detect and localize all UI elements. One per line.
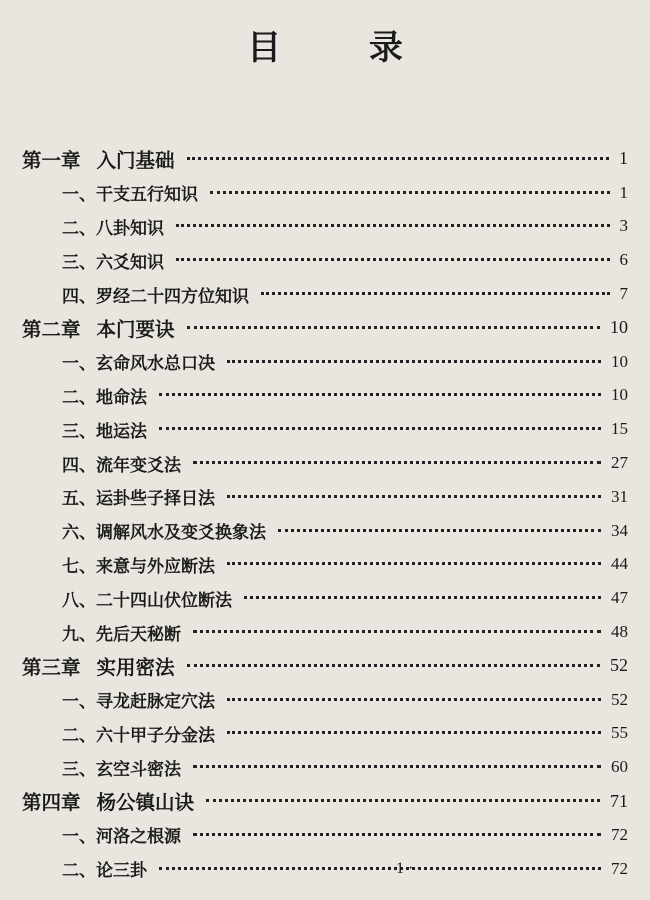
- chapter-name: 杨公镇山诀: [96, 791, 195, 815]
- chapter-title: [22, 652, 175, 680]
- page-number: 10: [611, 385, 628, 405]
- toc-section-row: [0, 412, 650, 446]
- page-number: 52: [610, 655, 628, 676]
- toc-section-row: [0, 615, 650, 649]
- page-number: 48: [611, 622, 628, 642]
- section-title: 六、调解风水及变爻换象法: [62, 523, 266, 544]
- page-number: 15: [611, 419, 628, 439]
- section-title: 二、论三卦: [62, 861, 147, 882]
- section-title: 五、运卦些子择日法: [62, 489, 215, 510]
- section-title: 三、地运法: [62, 421, 147, 442]
- toc-section-row: [0, 514, 650, 548]
- leader-dots: [193, 626, 601, 633]
- leader-dots: [227, 558, 601, 565]
- section-title: 一、河洛之根源: [62, 827, 181, 848]
- page-number: 52: [611, 689, 628, 709]
- section-title: 九、先后天秘断: [62, 624, 181, 645]
- chapter-title: [22, 145, 175, 173]
- page-number: 10: [610, 317, 628, 338]
- leader-dots: [278, 525, 601, 532]
- leader-dots: [159, 389, 601, 396]
- leader-dots: [193, 761, 601, 768]
- section-title: 八、二十四山伏位断法: [62, 590, 232, 611]
- leader-dots: [176, 254, 610, 261]
- chapter-number: 第一章: [22, 148, 81, 172]
- toc-section-row: [0, 581, 650, 615]
- section-title: 三、六爻知识: [62, 252, 164, 273]
- page-number: 44: [611, 554, 628, 574]
- section-title: 二、八卦知识: [62, 218, 164, 239]
- toc-chapter-row: [0, 311, 650, 345]
- toc-section-row: [0, 683, 650, 717]
- leader-dots: [193, 457, 601, 464]
- section-title: 七、来意与外应断法: [62, 556, 215, 577]
- leader-dots: [261, 288, 610, 295]
- leader-dots: [187, 153, 609, 160]
- page-number-footer: · 1 ·: [386, 860, 414, 877]
- toc-chapter-row: [0, 784, 650, 818]
- page-number: 60: [611, 757, 628, 777]
- chapter-title: [22, 787, 194, 815]
- page-number: 3: [619, 216, 628, 236]
- page-number: 55: [611, 723, 628, 743]
- page-number: 7: [619, 284, 628, 304]
- page-number: 10: [611, 351, 628, 371]
- page-number: 6: [619, 250, 628, 270]
- toc-section-row: [0, 277, 650, 311]
- toc-section-row: [0, 750, 650, 784]
- chapter-number: 第四章: [22, 791, 81, 815]
- toc-section-row: [0, 480, 650, 514]
- section-title: 四、罗经二十四方位知识: [62, 286, 249, 307]
- toc-section-row: [0, 243, 650, 277]
- chapter-name: 实用密法: [96, 655, 175, 679]
- section-title: 四、流年变爻法: [62, 455, 181, 476]
- page-number: 34: [611, 520, 628, 540]
- chapter-title: [22, 314, 175, 342]
- leader-dots: [187, 322, 600, 329]
- page-number: 27: [611, 453, 628, 473]
- toc-title: 目 录: [247, 28, 441, 68]
- leader-dots: [159, 423, 601, 430]
- page-number: 47: [611, 588, 628, 608]
- section-title: 一、玄命风水总口决: [62, 354, 215, 375]
- chapter-name: 入门基础: [96, 148, 175, 172]
- chapter-number: 第二章: [22, 317, 81, 341]
- page-number: 72: [611, 824, 628, 844]
- leader-dots: [227, 356, 601, 363]
- leader-dots: [227, 727, 601, 734]
- toc-list: [0, 142, 650, 886]
- toc-section-row: [0, 717, 650, 751]
- toc-section-row: [0, 818, 650, 852]
- page-number: 1: [619, 182, 628, 202]
- section-title: 二、地命法: [62, 387, 147, 408]
- page-number: 71: [610, 790, 628, 811]
- page-number: 1: [619, 148, 628, 169]
- section-title: 一、寻龙赶脉定穴法: [62, 692, 215, 713]
- leader-dots: [206, 795, 600, 802]
- chapter-number: 第三章: [22, 655, 81, 679]
- leader-dots: [227, 491, 601, 498]
- toc-section-row: [0, 446, 650, 480]
- section-title: 二、六十甲子分金法: [62, 725, 215, 746]
- page-number: 72: [611, 858, 628, 878]
- toc-section-row: [0, 548, 650, 582]
- toc-chapter-row: [0, 142, 650, 176]
- toc-section-row: [0, 345, 650, 379]
- leader-dots: [176, 220, 610, 227]
- leader-dots: [193, 829, 601, 836]
- toc-section-row: [0, 379, 650, 413]
- toc-chapter-row: [0, 649, 650, 683]
- leader-dots: [244, 592, 601, 599]
- section-title: 三、玄空斗密法: [62, 759, 181, 780]
- page-number: 31: [611, 486, 628, 506]
- toc-section-row: [0, 176, 650, 210]
- toc-section-row: [0, 210, 650, 244]
- leader-dots: [187, 660, 600, 667]
- section-title: 一、干支五行知识: [62, 185, 198, 206]
- leader-dots: [210, 187, 610, 194]
- chapter-name: 本门要诀: [96, 317, 175, 341]
- leader-dots: [227, 694, 601, 701]
